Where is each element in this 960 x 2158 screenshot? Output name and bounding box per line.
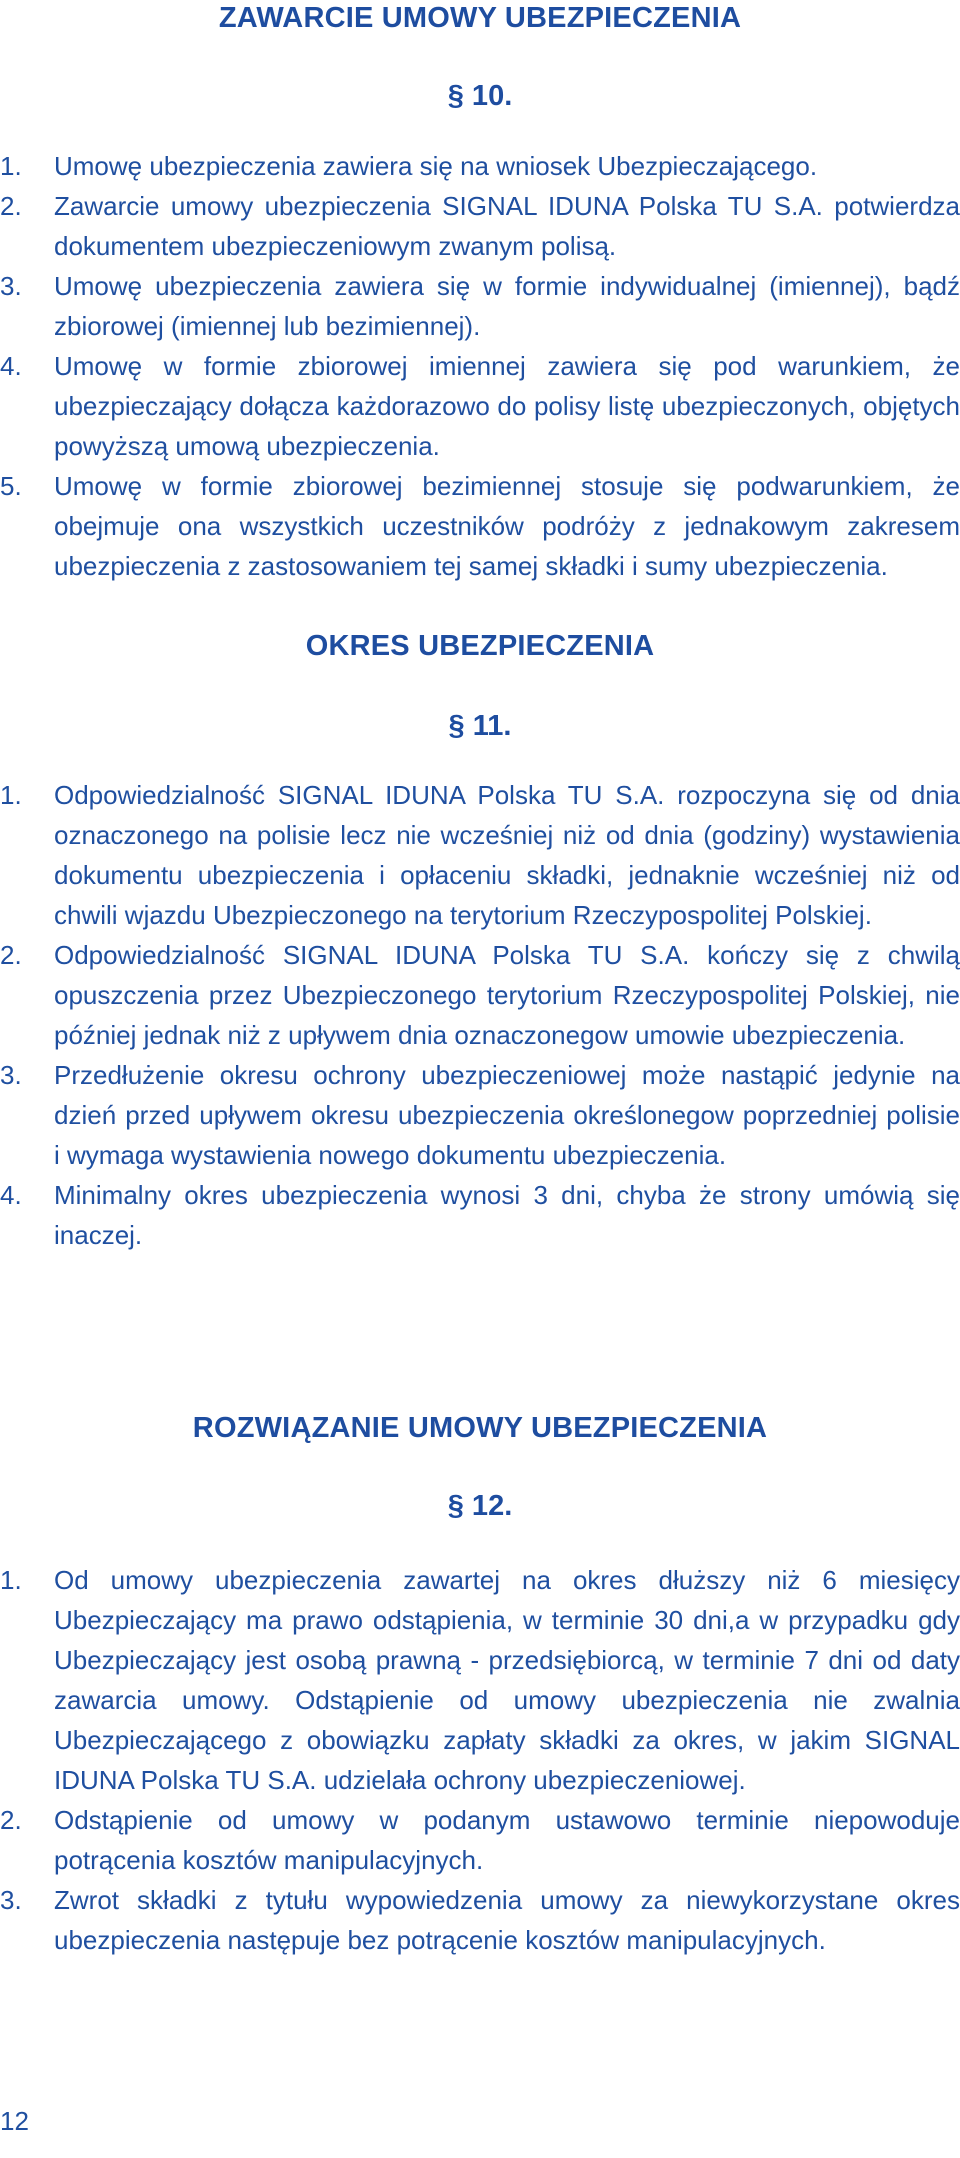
- section-11-list: [0, 775, 960, 1255]
- list-item-text: Minimalny okres ubezpieczenia wynosi 3 dni, chyba że strony umówią się inaczej.: [54, 1180, 960, 1250]
- list-item: [0, 1800, 960, 1880]
- list-item-text: Odpowiedzialność SIGNAL IDUNA Polska TU S.A. kończy się z chwilą opuszczenia przez Ubezpieczonego terytorium Rzeczypospolitej Polskiej, nie później jednak niż z upływem dnia oznaczonegow umowie ubezpieczenia.: [54, 940, 960, 1050]
- list-item: [0, 775, 960, 935]
- list-item: [0, 186, 960, 266]
- list-item-text: Umowę w formie zbiorowej bezimiennej stosuje się podwarunkiem, że obejmuje ona wszystkich uczestników podróży z jednakowym zakresem ubezpieczenia z zastosowaniem tej samej składki i sumy ubezpieczenia.: [54, 471, 960, 581]
- section-12-title: ROZWIĄZANIE UMOWY UBEZPIECZENIA: [192, 1412, 768, 1444]
- section-10-list: [0, 146, 960, 586]
- section-12-sign: § 12.: [447, 1490, 513, 1522]
- section-10-sign: § 10.: [447, 80, 513, 112]
- list-item-text: Zawarcie umowy ubezpieczenia SIGNAL IDUNA Polska TU S.A. potwierdza dokumentem ubezpieczeniowym zwanym polisą.: [54, 191, 960, 261]
- list-item-text: Odstąpienie od umowy w podanym ustawowo terminie niepowoduje potrącenia kosztów manipulacyjnych.: [54, 1805, 960, 1875]
- section-12-list: [0, 1560, 960, 1960]
- list-item-text: Od umowy ubezpieczenia zawartej na okres dłuższy niż 6 miesięcy Ubezpieczający ma prawo odstąpienia, w terminie 30 dni,a w przypadku gdy Ubezpieczający jest osobą prawną - przedsiębiorcą, w terminie 7 dni od daty zawarcia umowy. Odstąpienie od umowy ubezpieczenia nie zwalnia Ubezpieczającego z obowiązku zapłaty składki za okres, w jakim SIGNAL IDUNA Polska TU S.A. udzielała ochrony ubezpieczeniowej.: [54, 1565, 960, 1795]
- list-item-text: Przedłużenie okresu ochrony ubezpieczeniowej może nastąpić jedynie na dzień przed upływem okresu ubezpieczenia określonegow poprzedniej polisie i wymaga wystawienia nowego dokumentu ubezpieczenia.: [54, 1060, 960, 1170]
- list-item-number: 1.: [0, 1565, 22, 1595]
- list-item: [0, 346, 960, 466]
- list-item-number: 3.: [0, 1885, 22, 1915]
- list-item: [0, 266, 960, 346]
- list-item-text: Odpowiedzialność SIGNAL IDUNA Polska TU S.A. rozpoczyna się od dnia oznaczonego na polisie lecz nie wcześniej niż od dnia (godziny) wystawienia dokumentu ubezpieczenia i opłaceniu składki, jednaknie wcześniej niż od chwili wjazdu Ubezpieczonego na terytorium Rzeczypospolitej Polskiej.: [54, 780, 960, 930]
- list-item: [0, 146, 960, 186]
- list-item-number: 4.: [0, 351, 22, 381]
- list-item: [0, 1560, 960, 1800]
- list-item-number: 3.: [0, 271, 22, 301]
- list-item-number: 1.: [0, 151, 22, 181]
- list-item-number: 3.: [0, 1060, 22, 1090]
- list-item-text: Umowę ubezpieczenia zawiera się na wniosek Ubezpieczającego.: [54, 151, 818, 181]
- section-10-title: ZAWARCIE UMOWY UBEZPIECZENIA: [218, 2, 742, 34]
- list-item-number: 1.: [0, 780, 22, 810]
- list-item: [0, 1880, 960, 1960]
- list-item: [0, 466, 960, 586]
- list-item-number: 2.: [0, 940, 22, 970]
- list-item: [0, 1175, 960, 1255]
- list-item: [0, 935, 960, 1055]
- list-item-number: 2.: [0, 191, 22, 221]
- list-item-number: 2.: [0, 1805, 22, 1835]
- list-item-number: 4.: [0, 1180, 22, 1210]
- section-11-title: OKRES UBEZPIECZENIA: [305, 630, 655, 662]
- section-11-sign: § 11.: [448, 710, 512, 742]
- list-item-text: Zwrot składki z tytułu wypowiedzenia umowy za niewykorzystane okres ubezpieczenia następuje bez potrącenie kosztów manipulacyjnych.: [54, 1885, 960, 1955]
- page-number: 12: [0, 2106, 29, 2136]
- list-item-text: Umowę w formie zbiorowej imiennej zawiera się pod warunkiem, że ubezpieczający dołącza każdorazowo do polisy listę ubezpieczonych, objętych powyższą umową ubezpieczenia.: [54, 351, 960, 461]
- list-item-text: Umowę ubezpieczenia zawiera się w formie indywidualnej (imiennej), bądź zbiorowej (imiennej lub bezimiennej).: [54, 271, 960, 341]
- list-item-number: 5.: [0, 471, 22, 501]
- list-item: [0, 1055, 960, 1175]
